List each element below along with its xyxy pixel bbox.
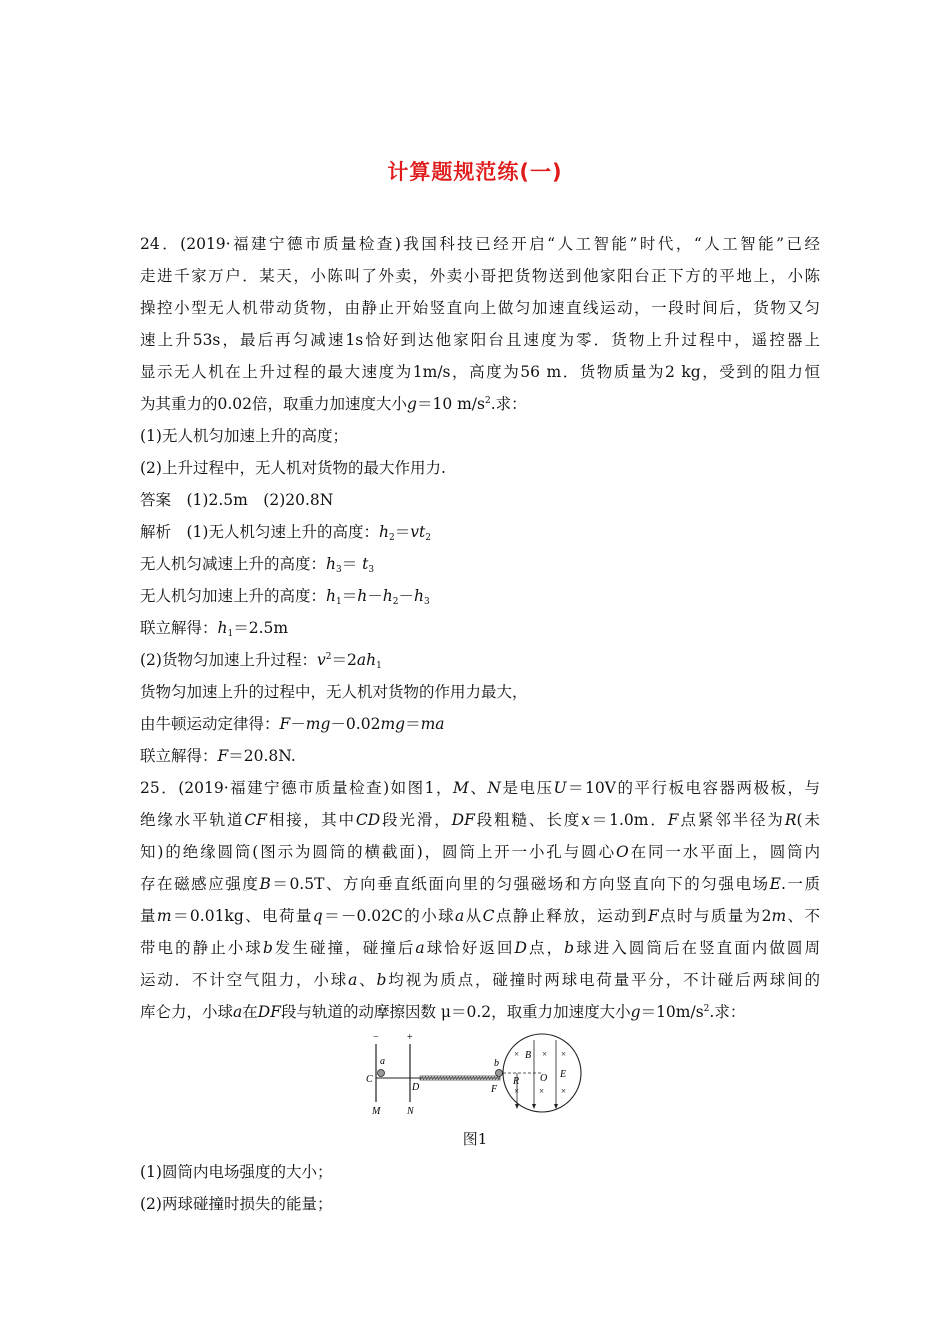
q24-line-1: 24．(2019·福建宁德市质量检查)我国科技已经开启“人工智能”时代，“人工智能”已经 [140,235,820,253]
svg-text:×: × [561,1086,567,1096]
label-D: D [412,1082,420,1093]
svg-text:×: × [514,1049,520,1059]
svg-text:×: × [542,1049,548,1059]
label-N: N [407,1106,414,1116]
label-F: F [491,1084,498,1095]
label-a: a [380,1056,385,1067]
label-E: E [560,1069,567,1080]
q25-sub-2: (2)两球碰撞时损失的能量； [140,1195,333,1213]
ball-b [496,1070,503,1077]
q24-line-5: 显示无人机在上升过程的最大速度为1m/s，高度为56 m．货物质量为2 kg，受到的阻力恒 [140,363,820,381]
q25-line-7: 运动．不计空气阻力，小球a、b均视为质点，碰撞时两球电荷量平分，不计碰后两球间的 [140,971,820,989]
plus-sign: + [407,1032,413,1043]
page-title: 计算题规范练(一) [387,160,563,184]
q25-sub-1: (1)圆筒内电场强度的大小； [140,1163,333,1181]
figure-1-diagram [360,1032,590,1116]
ball-a [378,1070,385,1077]
q25-line-4: 存在磁感应强度B＝0.5T、方向垂直纸面向里的匀强磁场和方向竖直向下的匀强电场E.一质 [140,875,820,893]
q24-line-6: 为其重力的0.02倍，取重力加速度大小g＝10 $m/s^2$.求： [140,395,527,413]
label-b: b [494,1058,499,1069]
q24-solution-5: (2)货物匀加速上升过程：$v^2=2ah_1$ [140,651,382,671]
q25-line-6: 带电的静止小球b发生碰撞，碰撞后a球恰好返回D点，b球进入圆筒后在竖直面内做圆周 [140,939,820,957]
label-R: R [513,1076,520,1087]
q25-line-3: 知)的绝缘圆筒(图示为圆筒的横截面)，圆筒上开一小孔与圆心O在同一水平面上，圆筒内 [140,843,820,861]
label-C: C [366,1074,373,1085]
svg-text:×: × [561,1049,567,1059]
q24-solution-7: 由牛顿运动定律得：F－mg－0.02mg＝ma [140,715,445,733]
label-B: B [525,1050,532,1061]
q24-line-2: 走进千家万户．某天，小陈叫了外卖，外卖小哥把货物送到他家阳台正下方的平地上，小陈 [140,267,820,285]
rough-segment-DF [420,1076,500,1080]
q25-line-8: 库仑力，小球a在DF段与轨道的动摩擦因数 μ＝0.2，取重力加速度大小$g=10m/s^2$.求： [140,1003,746,1021]
q24-answer: 答案 (1)2.5m (2)20.8N [140,491,334,509]
svg-text:×: × [539,1086,545,1096]
q25-line-1: 25．(2019·福建宁德市质量检查)如图1，M、N是电压U＝10V的平行板电容器两极板，与 [140,779,820,797]
q24-line-3: 操控小型无人机带动货物，由静止开始竖直向上做匀加速直线运动，一段时间后，货物又匀 [140,299,820,317]
q24-solution-8: 联立解得：F＝20.8N. [140,747,296,765]
q25-line-5: 量m＝0.01kg、电荷量q＝－0.02C的小球a从C点静止释放，运动到F点时与质量为2m、不 [140,907,820,925]
svg-text:×: × [514,1086,520,1096]
minus-sign: − [373,1032,379,1043]
q24-solution-1: 解析 (1)无人机匀速上升的高度：$h_2=vt_2$ [140,523,431,543]
q24-solution-3: 无人机匀加速上升的高度：$h_1=h-h_2-h_3$ [140,587,430,607]
figure-1-caption: 图1 [462,1130,488,1148]
q24-sub-1: (1)无人机匀加速上升的高度； [140,427,348,445]
q24-solution-4: 联立解得：$h_1=2.5m$ [140,619,289,639]
q24-solution-2: 无人机匀减速上升的高度：$h_3= t_3$ [140,555,375,575]
label-M: M [372,1106,381,1116]
label-O: O [540,1073,548,1084]
q25-line-2: 绝缘水平轨道CF相接，其中CD段光滑，DF段粗糙、长度x＝1.0m．F点紧邻半径为R(未 [140,811,820,829]
q24-line-4: 速上升53s，最后再匀减速1s恰好到达他家阳台且速度为零．货物上升过程中，遥控器上 [140,331,820,349]
q24-sub-2: (2)上升过程中，无人机对货物的最大作用力. [140,459,446,477]
q24-solution-6: 货物匀加速上升的过程中，无人机对货物的作用力最大， [140,683,528,701]
